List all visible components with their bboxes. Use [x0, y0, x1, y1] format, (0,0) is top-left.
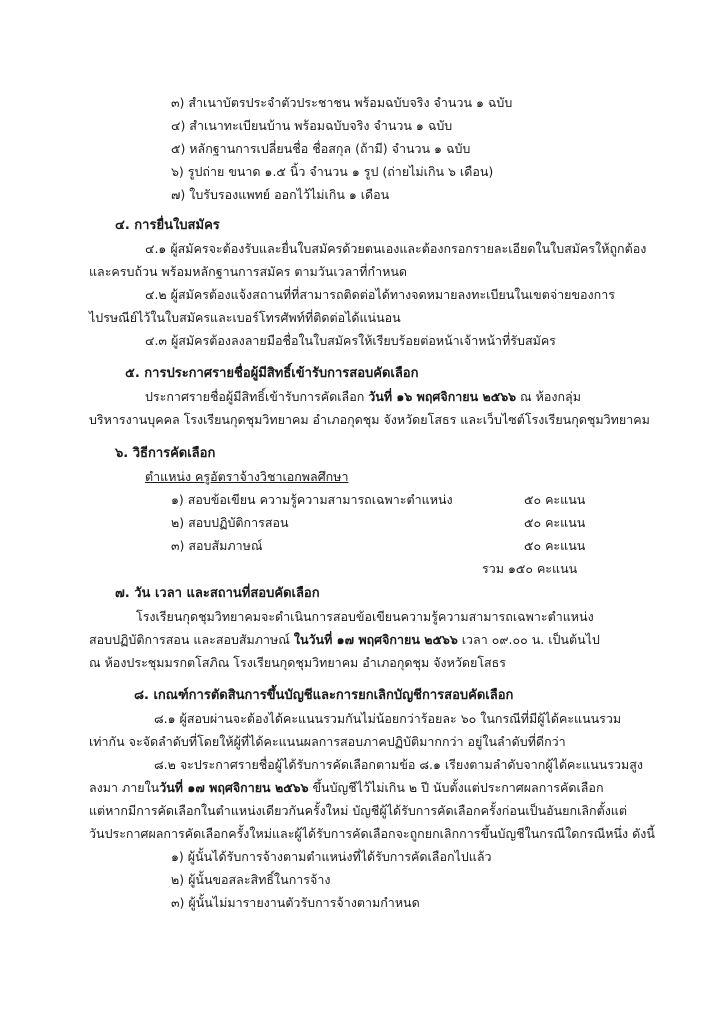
- section-8-text: ลงมา ภายใน: [89, 780, 160, 795]
- section-5-text: ประกาศรายชื่อผู้มีสิทธิ์เข้ารับการคัดเลือก: [145, 389, 369, 404]
- section-5-line: บริหารงานบุคคล โรงเรียนกุดชุมวิทยาคม อำเภอกุดชุม จังหวัดยโสธร และเว็บไซต์โรงเรียนกุดชุมวิทยาคม: [89, 412, 650, 427]
- score-item-value: ๕๐ คะแนน: [524, 492, 586, 507]
- section-4-para: ไปรษณีย์ไว้ในใบสมัครและเบอร์โทรศัพท์ที่ติดต่อได้แน่นอน: [89, 310, 401, 325]
- score-item-label: ๑) สอบข้อเขียน ความรู้ความสามารถเฉพาะตำแหน่ง: [171, 492, 453, 507]
- list-date: วันที่ ๑๗ พฤศจิกายน ๒๕๖๖: [159, 780, 309, 795]
- section-8-heading: ๘. เกณฑ์การตัดสินการขึ้นบัญชีและการยกเลิกบัญชีการสอบคัดเลือก: [134, 688, 514, 703]
- section-4-para: ๔.๑ ผู้สมัครจะต้องรับและยื่นใบสมัครด้วยตนเองและต้องกรอกรายละเอียดในใบสมัครให้ถูกต้อง: [145, 241, 647, 256]
- doc-item: ๕) หลักฐานการเปลี่ยนชื่อ ชื่อสกุล (ถ้ามี) จำนวน ๑ ฉบับ: [171, 141, 471, 156]
- section-5-heading: ๕. การประกาศรายชื่อผู้มีสิทธิ์เข้ารับการสอบคัดเลือก: [125, 366, 419, 381]
- section-4-para: ๔.๒ ผู้สมัครต้องแจ้งสถานที่ที่สามารถติดต่อได้ทางจดหมายลงทะเบียนในเขตจ่ายของการ: [145, 287, 615, 302]
- cancel-item: ๓) ผู้นั้นไม่มารายงานตัวรับการจ้างตามกำหนด: [171, 895, 420, 910]
- section-8-para: แต่หากมีการคัดเลือกในตำแหน่งเดียวกันครั้งใหม่ บัญชีผู้ได้รับการคัดเลือกครั้งก่อนเป็นอันยกเลิกตั้งแต่: [89, 803, 627, 818]
- section-8-para: ๘.๒ จะประกาศรายชื่อผู้ได้รับการคัดเลือกตามข้อ ๘.๑ เรียงตามลำดับจากผู้ได้คะแนนรวมสูง: [154, 757, 643, 772]
- section-8-text: ขึ้นบัญชีไว้ไม่เกิน ๒ ปี นับตั้งแต่ประกาศผลการคัดเลือก: [308, 780, 604, 795]
- section-8-para: [89, 777, 604, 798]
- cancel-item: ๒) ผู้นั้นขอสละสิทธิ์ในการจ้าง: [171, 872, 331, 887]
- score-item-value: ๕๐ คะแนน: [524, 538, 586, 553]
- section-7-text: สอบปฏิบัติการสอน และสอบสัมภาษณ์: [89, 632, 294, 647]
- section-7-heading: ๗. วัน เวลา และสถานที่สอบคัดเลือก: [115, 586, 320, 601]
- doc-item: ๗) ใบรับรองแพทย์ ออกไว้ไม่เกิน ๑ เดือน: [171, 187, 390, 202]
- score-item-value: ๕๐ คะแนน: [524, 515, 586, 530]
- score-item-label: ๒) สอบปฏิบัติการสอน: [171, 515, 289, 530]
- section-4-para: ๔.๓ ผู้สมัครต้องลงลายมือชื่อในใบสมัครให้เรียบร้อยต่อหน้าเจ้าหน้าที่รับสมัคร: [145, 333, 556, 348]
- section-5-line: [145, 386, 581, 407]
- exam-date: ในวันที่ ๑๗ พฤศจิกายน ๒๕๖๖: [293, 632, 458, 647]
- section-4-heading: ๔. การยื่นใบสมัคร: [115, 218, 220, 233]
- position-title: ตำแหน่ง ครูอัตราจ้างวิชาเอกพลศึกษา: [145, 469, 349, 484]
- section-7-line: ณ ห้องประชุมมรกตโสภิณ โรงเรียนกุดชุมวิทยาคม อำเภอกุดชุม จังหวัดยโสธร: [89, 655, 507, 670]
- section-7-line: โรงเรียนกุดชุมวิทยาคมจะดำเนินการสอบข้อเขียนความรู้ความสามารถเฉพาะตำแหน่ง: [136, 609, 594, 624]
- section-7-line: [89, 629, 600, 650]
- section-6-heading: ๖. วิธีการคัดเลือก: [115, 446, 216, 461]
- announce-date: วันที่ ๑๖ พฤศจิกายน ๒๕๖๖: [368, 389, 517, 404]
- section-8-para: วันประกาศผลการคัดเลือกครั้งใหม่และผู้ได้รับการคัดเลือกจะถูกยกเลิกการขึ้นบัญชีในกรณีใดกรณีหนึ่ง ดังนี้: [89, 826, 655, 841]
- section-7-text: เวลา ๐๙.๐๐ น. เป็นต้นไป: [457, 632, 600, 647]
- section-5-text: ณ ห้องกลุ่ม: [516, 389, 581, 404]
- section-8-para: เท่ากัน จะจัดลำดับที่โดยให้ผู้ที่ได้คะแนนผลการสอบภาคปฏิบัติมากกว่า อยู่ในลำดับที่ดีกว่า: [89, 734, 566, 749]
- doc-item: ๖) รูปถ่าย ขนาด ๑.๕ นิ้ว จำนวน ๑ รูป (ถ่ายไม่เกิน ๖ เดือน): [171, 164, 494, 179]
- score-item-label: ๓) สอบสัมภาษณ์: [171, 538, 263, 553]
- doc-item: ๓) สำเนาบัตรประจำตัวประชาชน พร้อมฉบับจริง จำนวน ๑ ฉบับ: [171, 95, 513, 110]
- section-8-para: ๘.๑ ผู้สอบผ่านจะต้องได้คะแนนรวมกันไม่น้อยกว่าร้อยละ ๖๐ ในกรณีที่มีผู้ได้คะแนนรวม: [154, 711, 622, 726]
- doc-item: ๔) สำเนาทะเบียนบ้าน พร้อมฉบับจริง จำนวน ๑ ฉบับ: [171, 118, 453, 133]
- section-4-para: และครบถ้วน พร้อมหลักฐานการสมัคร ตามวันเวลาที่กำหนด: [89, 264, 408, 279]
- cancel-item: ๑) ผู้นั้นได้รับการจ้างตามตำแหน่งที่ได้รับการคัดเลือกไปแล้ว: [171, 849, 492, 864]
- score-total: รวม ๑๕๐ คะแนน: [482, 561, 578, 576]
